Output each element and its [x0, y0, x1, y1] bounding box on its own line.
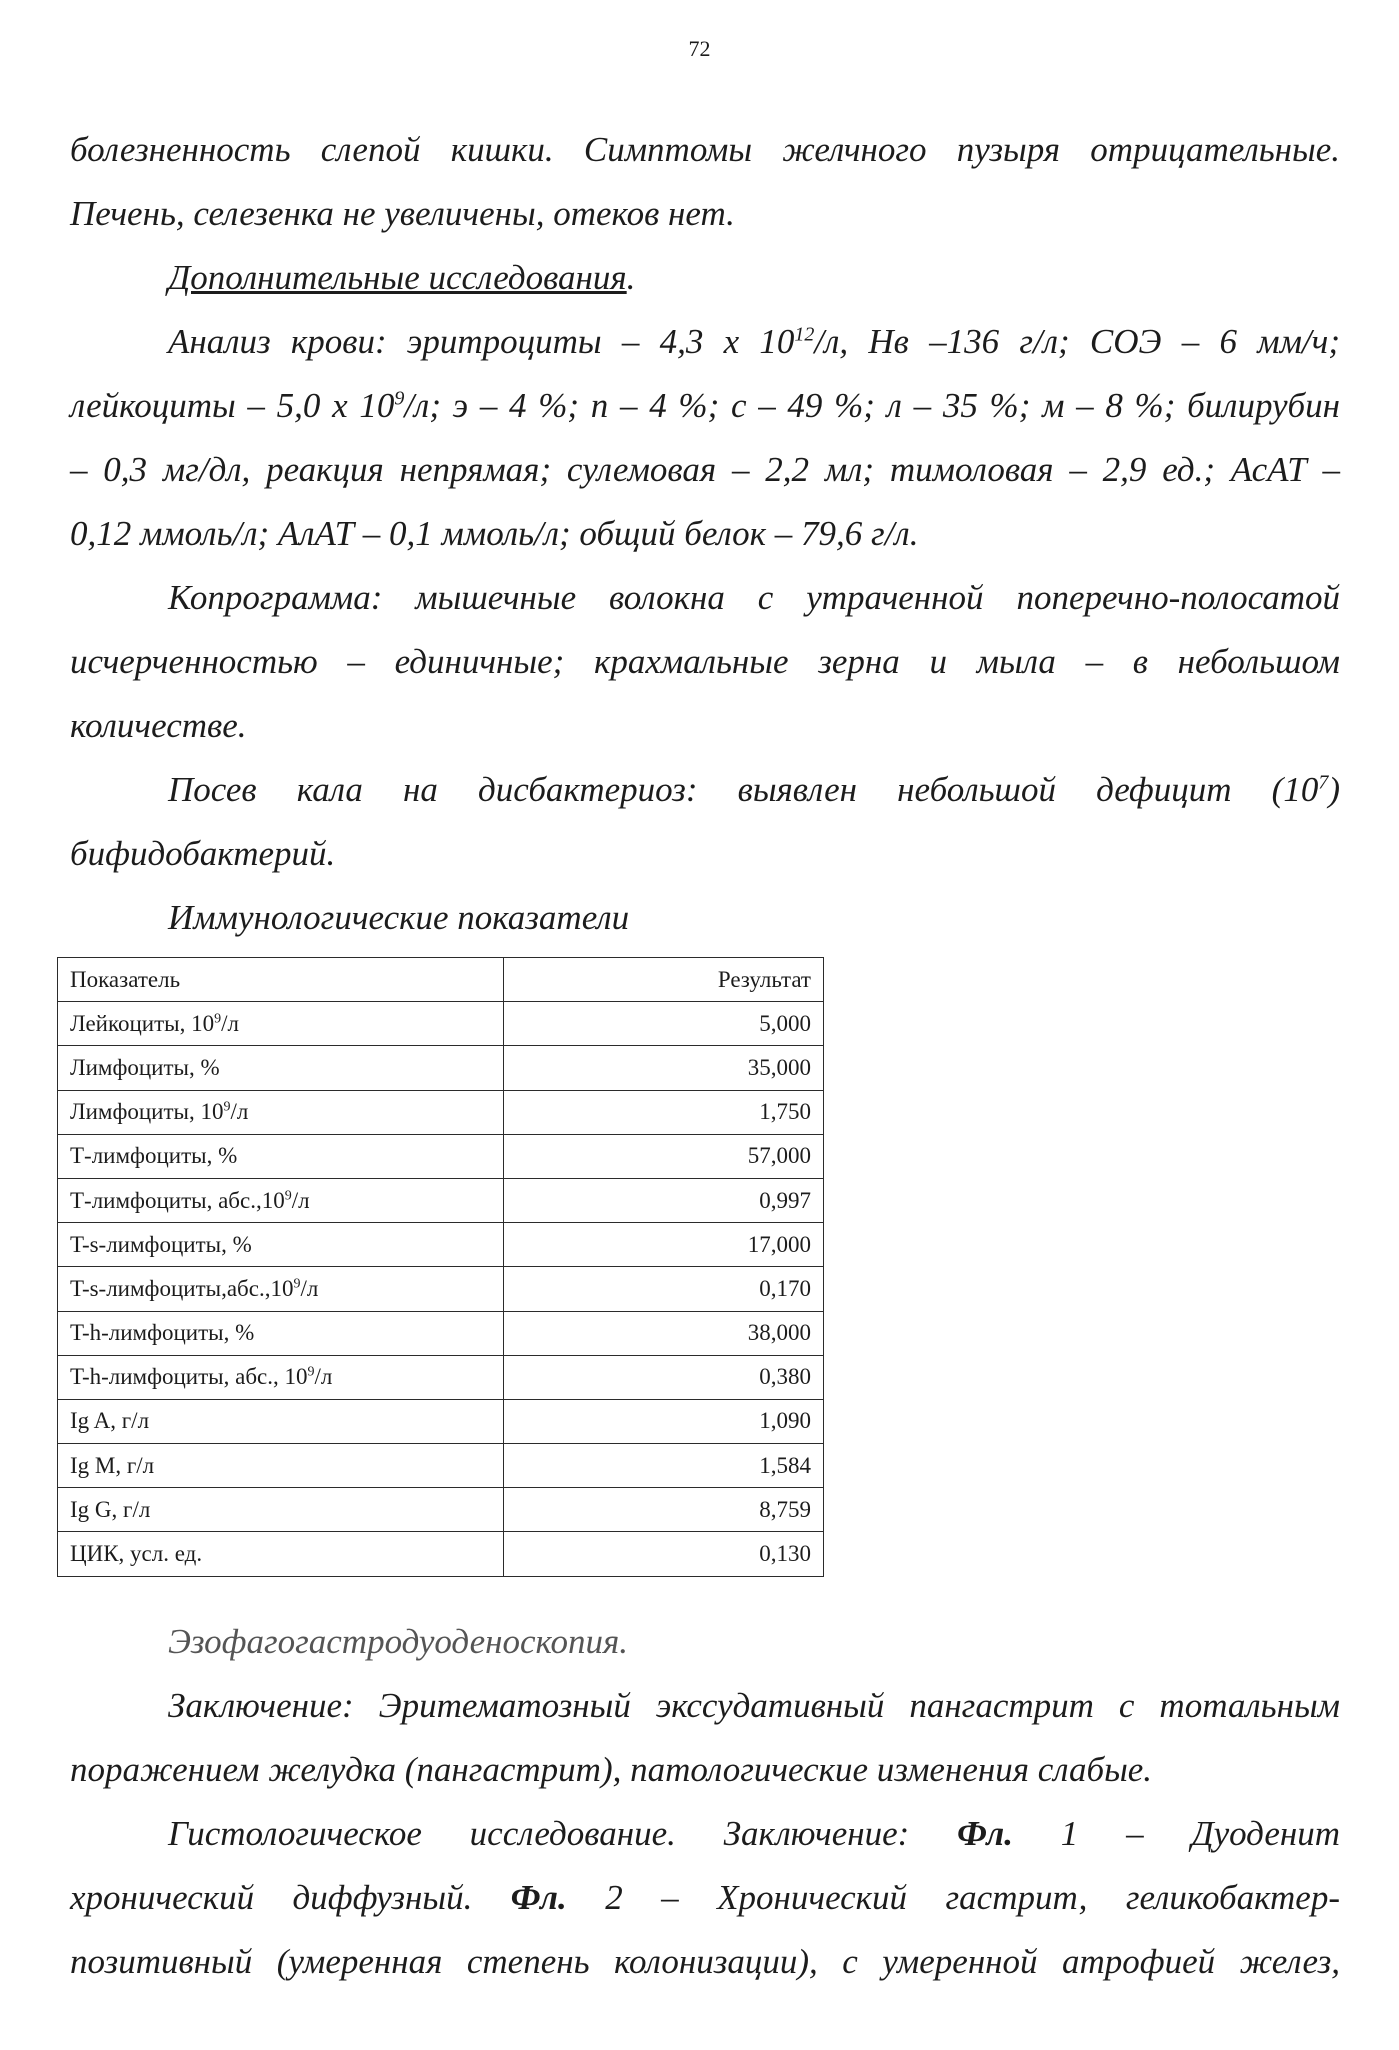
- intro-line: болезненность слепой кишки. Симптомы желчного пузыря отрицательные.: [70, 130, 1340, 169]
- culture-paragraph: [70, 758, 1340, 886]
- indicator-name: Ig M, г/л: [58, 1444, 504, 1488]
- indicator-name: T-h-лимфоциты, абс., $10^9/л$: [58, 1355, 504, 1399]
- intro-line: Печень, селезенка не увеличены, отеков нет.: [70, 194, 735, 233]
- blood-line: 0,12 ммоль/л; АлАТ – 0,1 ммоль/л; общий белок – 79,6 г/л.: [70, 514, 919, 553]
- egds-title: Эзофагогастродуоденоскопия.: [168, 1622, 629, 1661]
- table-row: [58, 1311, 824, 1355]
- table-row: [58, 1399, 824, 1443]
- table-row: [58, 1355, 824, 1399]
- histology-line: позитивный (умеренная степень колонизации), с умеренной атрофией желез,: [70, 1942, 1340, 1981]
- histology-line: Гистологическое исследование. Заключение: Фл. 1 – Дуоденит: [168, 1814, 1340, 1853]
- egds-block: [70, 1610, 1340, 1674]
- immuno-title: Иммунологические показатели: [168, 898, 630, 937]
- indicator-value: 17,000: [504, 1223, 824, 1267]
- table-row: [58, 1002, 824, 1046]
- indicator-value: 1,584: [504, 1444, 824, 1488]
- coprogram-line: Копрограмма: мышечные волокна с утраченной поперечно-полосатой: [168, 578, 1340, 617]
- header-value: Результат: [504, 958, 824, 1002]
- coprogram-line: количестве.: [70, 706, 247, 745]
- histology-paragraph: [70, 1802, 1340, 1994]
- indicator-name: T-s-лимфоциты,абс.,10$^9$/л: [58, 1267, 504, 1311]
- blood-line: лейкоциты – 5,0 х $10^9/л$; э – 4 %; п – 4 %; с – 49 %; л – 35 %; м – 8 %; билирубин: [70, 386, 1340, 425]
- table-row: [58, 1223, 824, 1267]
- immuno-title-block: [70, 886, 1340, 950]
- indicator-value: 0,170: [504, 1267, 824, 1311]
- indicator-value: 38,000: [504, 1311, 824, 1355]
- indicator-value: 35,000: [504, 1046, 824, 1090]
- coprogram-paragraph: [70, 566, 1340, 758]
- indicator-name: Ig A, г/л: [58, 1399, 504, 1443]
- section-heading: Дополнительные исследования: [168, 258, 627, 297]
- indicator-name: ЦИК, усл. ед.: [58, 1532, 504, 1576]
- indicator-name: Т-лимфоциты, %: [58, 1134, 504, 1178]
- table-row: [58, 1178, 824, 1222]
- indicator-value: 5,000: [504, 1002, 824, 1046]
- table-row: [58, 1090, 824, 1134]
- page-number: 72: [688, 36, 711, 61]
- histology-line: хронический диффузный. Фл. 2 – Хронический гастрит, геликобактер-: [70, 1878, 1340, 1917]
- conclusion-paragraph: [70, 1674, 1340, 1802]
- blood-line: – 0,3 мг/дл, реакция непрямая; сулемовая – 2,2 мл; тимоловая – 2,9 ед.; АсАТ –: [70, 450, 1340, 489]
- blood-analysis-paragraph: [70, 310, 1340, 566]
- heading-period: .: [626, 258, 636, 297]
- conclusion-line: поражением желудка (пангастрит), патологические изменения слабые.: [70, 1750, 1153, 1789]
- table-row: [58, 1134, 824, 1178]
- indicator-name: Лимфоциты, $10^9/л$: [58, 1090, 504, 1134]
- intro-paragraph: [70, 118, 1340, 246]
- table-row: [58, 1488, 824, 1532]
- indicator-value: 1,750: [504, 1090, 824, 1134]
- coprogram-line: исчерченностью – единичные; крахмальные зерна и мыла – в небольшом: [70, 642, 1340, 681]
- indicator-value: 0,130: [504, 1532, 824, 1576]
- indicator-value: 0,380: [504, 1355, 824, 1399]
- table-row: [58, 1267, 824, 1311]
- indicator-name: Лимфоциты, %: [58, 1046, 504, 1090]
- table-row: [58, 1444, 824, 1488]
- immuno-table: [57, 957, 824, 1577]
- indicator-value: 57,000: [504, 1134, 824, 1178]
- culture-line: бифидобактерий.: [70, 834, 336, 873]
- header-name: Показатель: [58, 958, 504, 1002]
- indicator-value: 8,759: [504, 1488, 824, 1532]
- additional-studies-heading: [70, 246, 1340, 310]
- indicator-value: 0,997: [504, 1178, 824, 1222]
- blood-line: Анализ крови: эритроциты – 4,3 х $10^{12}/л$, Нв –136 г/л; СОЭ – 6 мм/ч;: [168, 322, 1340, 361]
- indicator-name: Т-лимфоциты, абс.,10$^9$/л: [58, 1178, 504, 1222]
- table-row: [58, 1532, 824, 1576]
- indicator-name: T-h-лимфоциты, %: [58, 1311, 504, 1355]
- indicator-name: Лейкоциты, $10^9/л$: [58, 1002, 504, 1046]
- indicator-name: T-s-лимфоциты, %: [58, 1223, 504, 1267]
- indicator-name: Ig G, г/л: [58, 1488, 504, 1532]
- indicator-value: 1,090: [504, 1399, 824, 1443]
- conclusion-line: Заключение: Эритематозный экссудативный пангастрит с тотальным: [168, 1686, 1340, 1725]
- table-header-row: [58, 958, 824, 1002]
- culture-line: Посев кала на дисбактериоз: выявлен небольшой дефицит $(10^7)$: [168, 770, 1340, 809]
- table-row: [58, 1046, 824, 1090]
